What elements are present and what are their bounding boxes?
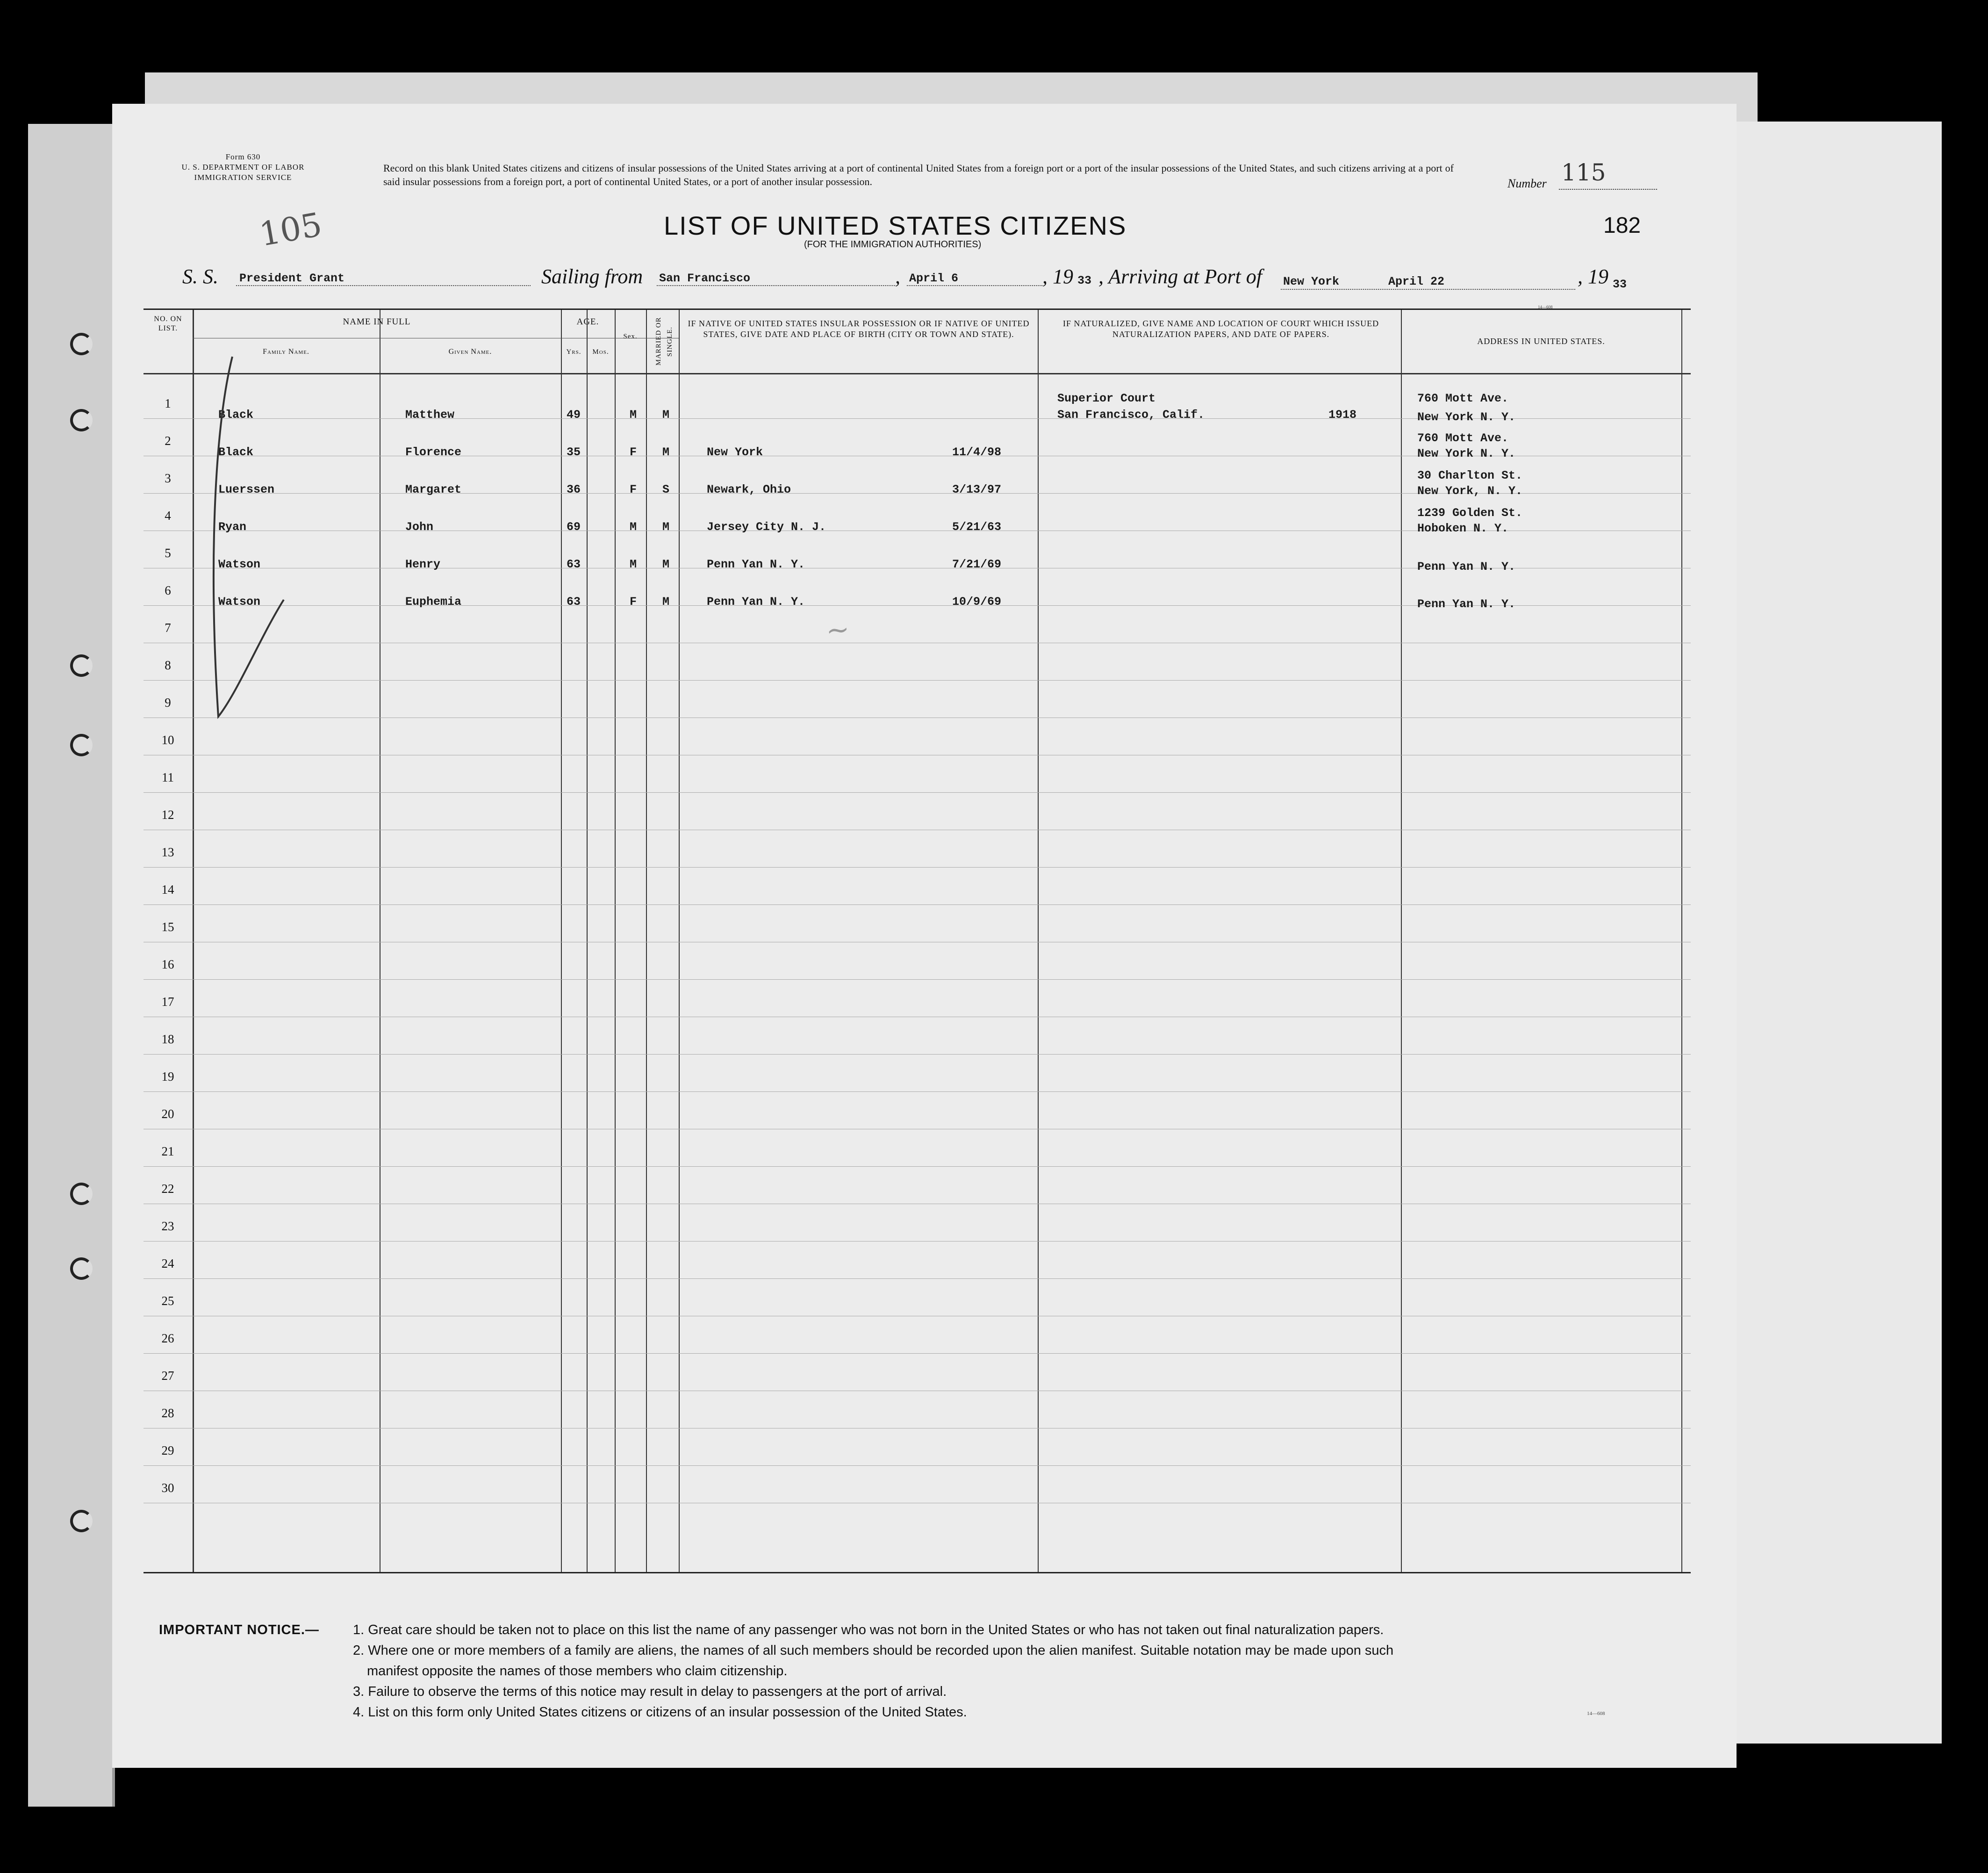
marital-status: M	[662, 595, 670, 609]
marital-status: M	[662, 408, 670, 422]
punch-hole	[70, 333, 93, 355]
given-name: John	[405, 520, 434, 534]
given-name: Margaret	[405, 483, 462, 496]
row-number: 25	[161, 1294, 174, 1308]
birth-place: Jersey City N. J.	[707, 520, 826, 534]
to-port: New York	[1283, 275, 1340, 288]
col-birth: IF NATIVE OF UNITED STATES INSULAR POSSESSION OR IF NATIVE OF UNITED STATES, GIVE DATE AND PLACE OF BIRTH (CITY OR TOWN AND STATE).	[688, 319, 1030, 339]
sex: M	[630, 520, 637, 534]
given-name: Henry	[405, 558, 441, 571]
sex: F	[630, 595, 637, 609]
ship-line	[236, 285, 531, 286]
row-number: 6	[165, 583, 171, 597]
arrive-year-prefix: , 19	[1578, 265, 1608, 288]
comma: ,	[895, 265, 900, 288]
punch-hole	[70, 1257, 93, 1280]
row-number: 13	[161, 845, 174, 859]
table-row	[144, 583, 1691, 621]
row-number: 15	[161, 920, 174, 934]
col-age: AGE.	[576, 317, 599, 327]
address-city: New York, N. Y.	[1417, 484, 1523, 498]
address-city: Penn Yan N. Y.	[1417, 560, 1516, 574]
row-number: 26	[161, 1331, 174, 1345]
row-rule	[144, 867, 1691, 868]
col-address: ADDRESS IN UNITED STATES.	[1477, 337, 1605, 346]
row-number: 24	[161, 1256, 174, 1270]
row-rule	[144, 1166, 1691, 1167]
row-number: 7	[165, 621, 171, 635]
age-years: 36	[567, 483, 581, 496]
page-subtitle: (FOR THE IMMIGRATION AUTHORITIES)	[804, 239, 982, 250]
row-number: 27	[161, 1369, 174, 1383]
form-issuer	[164, 152, 323, 183]
row-number: 11	[162, 770, 174, 784]
row-number: 2	[165, 434, 171, 448]
address-street: 760 Mott Ave.	[1417, 392, 1509, 405]
row-number: 17	[161, 995, 174, 1009]
col-family: Family Name.	[263, 348, 309, 356]
punch-hole	[70, 654, 93, 677]
notice-item: manifest opposite the names of those members who claim citizenship.	[367, 1664, 788, 1679]
address-city: Hoboken N. Y.	[1417, 522, 1509, 535]
address-street: 1239 Golden St.	[1417, 506, 1523, 520]
birth-place: Penn Yan N. Y.	[707, 595, 805, 609]
birth-date: 10/9/69	[952, 595, 1002, 609]
age-years: 63	[567, 595, 581, 609]
sex: F	[630, 483, 637, 496]
number-value: 115	[1561, 159, 1606, 186]
family-name: Ryan	[218, 520, 247, 534]
row-rule	[144, 1353, 1691, 1354]
table-row	[144, 471, 1691, 509]
ss-label: S. S.	[182, 265, 218, 288]
col-yrs: Yrs.	[566, 348, 581, 356]
address-city: New York N. Y.	[1417, 410, 1516, 424]
notice-item: 2. Where one or more members of a family are aliens, the names of all such members should be recorded upon the alien manifest. Suitable notation may be made upon such	[353, 1643, 1394, 1658]
age-years: 49	[567, 408, 581, 422]
row-number: 19	[161, 1069, 174, 1084]
sailing-label: Sailing from	[541, 265, 643, 288]
number-label: Number	[1507, 177, 1547, 190]
from-line	[657, 285, 895, 286]
col-no: NO. ON LIST.	[154, 315, 182, 332]
notice-item: 3. Failure to observe the terms of this notice may result in delay to passengers at the port of arrival.	[353, 1684, 947, 1699]
birth-place: Newark, Ohio	[707, 483, 791, 496]
marital-status: M	[662, 558, 670, 571]
address-city: Penn Yan N. Y.	[1417, 597, 1516, 611]
row-number: 14	[161, 883, 174, 897]
corner-code: 14—608	[1587, 1711, 1605, 1716]
service: IMMIGRATION SERVICE	[194, 173, 292, 182]
address-city: New York N. Y.	[1417, 447, 1516, 460]
col-given: Given Name.	[448, 348, 492, 356]
birth-place: New York	[707, 445, 763, 459]
print-code: 14—608	[1538, 305, 1553, 309]
arrive-year: 33	[1613, 278, 1627, 291]
family-name: Watson	[218, 558, 261, 571]
age-years: 63	[567, 558, 581, 571]
arrive-date: April 22	[1388, 275, 1445, 288]
family-name: Luerssen	[218, 483, 275, 496]
col-name-in-full: NAME IN FULL	[343, 317, 411, 327]
instructions: Record on this blank United States citizens and citizens of insular possessions of the United States arriving at a port of continental United States from a foreign port or a port of the insular possessions of the United States, and such citizens arriving at a port of said insular possessions from a foreign port, a port of continental United States, or a port of another insular possession.	[383, 162, 1454, 187]
family-name: Black	[218, 408, 254, 422]
given-name: Florence	[405, 445, 462, 459]
handwritten-ref: 105	[256, 205, 325, 254]
table-row	[144, 546, 1691, 583]
notice-title: IMPORTANT NOTICE.—	[159, 1622, 319, 1637]
birth-date: 5/21/63	[952, 520, 1002, 534]
page-title: LIST OF UNITED STATES CITIZENS	[664, 211, 1127, 240]
col-naturalized: IF NATURALIZED, GIVE NAME AND LOCATION OF COURT WHICH ISSUED NATURALIZATION PAPERS, AND DATE OF PAPERS.	[1062, 319, 1379, 339]
binding-strip	[28, 124, 115, 1807]
age-years: 69	[567, 520, 581, 534]
address-street: 30 Charlton St.	[1417, 469, 1523, 482]
arriving-label: , Arriving at Port of	[1098, 265, 1262, 288]
row-rule	[144, 1054, 1691, 1055]
nat-court: Superior Court	[1057, 392, 1156, 405]
ship-name: President Grant	[239, 272, 345, 285]
number-line	[1559, 189, 1657, 190]
given-name: Matthew	[405, 408, 455, 422]
row-rule	[144, 1278, 1691, 1279]
row-number: 29	[161, 1443, 174, 1457]
marital-status: S	[662, 483, 670, 496]
notice-item: 1. Great care should be taken not to place on this list the name of any passenger who was not born in the United States or who has not taken out final naturalization papers.	[353, 1622, 1384, 1637]
notice-item: 4. List on this form only United States citizens or citizens of an insular possession of the United States.	[353, 1705, 967, 1720]
col-married: MARRIED OR SINGLE.	[655, 317, 674, 366]
row-number: 1	[165, 396, 171, 410]
row-number: 5	[165, 546, 171, 560]
row-rule	[144, 904, 1691, 905]
row-number: 9	[165, 696, 171, 710]
marital-status: M	[662, 520, 670, 534]
arrive-line	[1281, 289, 1575, 290]
col-mos: Mos.	[592, 348, 609, 356]
pencil-bracket-mark	[195, 338, 298, 759]
row-number: 22	[161, 1182, 174, 1196]
family-name: Watson	[218, 595, 261, 609]
row-number: 21	[161, 1144, 174, 1158]
nat-location: San Francisco, Calif.	[1057, 408, 1205, 422]
given-name: Euphemia	[405, 595, 462, 609]
birth-date: 7/21/69	[952, 558, 1002, 571]
page-number: 182	[1603, 213, 1641, 238]
row-number: 18	[161, 1032, 174, 1046]
row-number: 16	[161, 957, 174, 971]
punch-hole	[70, 1510, 93, 1532]
department: U. S. DEPARTMENT OF LABOR	[181, 163, 305, 172]
row-number: 23	[161, 1219, 174, 1233]
birth-date: 11/4/98	[952, 445, 1002, 459]
row-rule	[144, 979, 1691, 980]
marital-status: M	[662, 445, 670, 459]
birth-place: Penn Yan N. Y.	[707, 558, 805, 571]
passenger-table	[144, 309, 1691, 1573]
row-number: 10	[161, 733, 174, 747]
punch-hole	[70, 1183, 93, 1205]
right-sheet	[1730, 122, 1942, 1744]
family-name: Black	[218, 445, 254, 459]
pencil-scrawl: ~	[825, 612, 851, 648]
row-number: 12	[161, 808, 174, 822]
depart-date: April 6	[909, 272, 959, 285]
row-number: 20	[161, 1107, 174, 1121]
row-rule	[144, 680, 1691, 681]
table-row	[144, 431, 1691, 471]
punch-hole	[70, 734, 93, 756]
row-number: 28	[161, 1406, 174, 1420]
depart-line	[907, 285, 1042, 286]
header-bottom-rule	[144, 373, 1691, 374]
sex: M	[630, 558, 637, 571]
from-port: San Francisco	[659, 272, 751, 285]
age-years: 35	[567, 445, 581, 459]
row-number: 8	[165, 658, 171, 672]
nat-year: 1918	[1328, 408, 1357, 422]
punch-hole	[70, 409, 93, 431]
row-rule	[144, 1091, 1691, 1092]
sex: M	[630, 408, 637, 422]
birth-date: 3/13/97	[952, 483, 1002, 496]
table-row	[144, 506, 1691, 546]
row-number: 4	[165, 509, 171, 523]
row-rule	[144, 792, 1691, 793]
depart-year-prefix: , 19	[1042, 265, 1073, 288]
depart-year: 33	[1077, 274, 1092, 287]
col-sex: Sex.	[623, 333, 638, 340]
row-rule	[144, 1465, 1691, 1466]
table-row	[144, 392, 1691, 434]
form-number: Form 630	[225, 152, 261, 161]
row-number: 30	[161, 1481, 174, 1495]
sex: F	[630, 445, 637, 459]
address-street: 760 Mott Ave.	[1417, 431, 1509, 445]
row-number: 3	[165, 471, 171, 485]
